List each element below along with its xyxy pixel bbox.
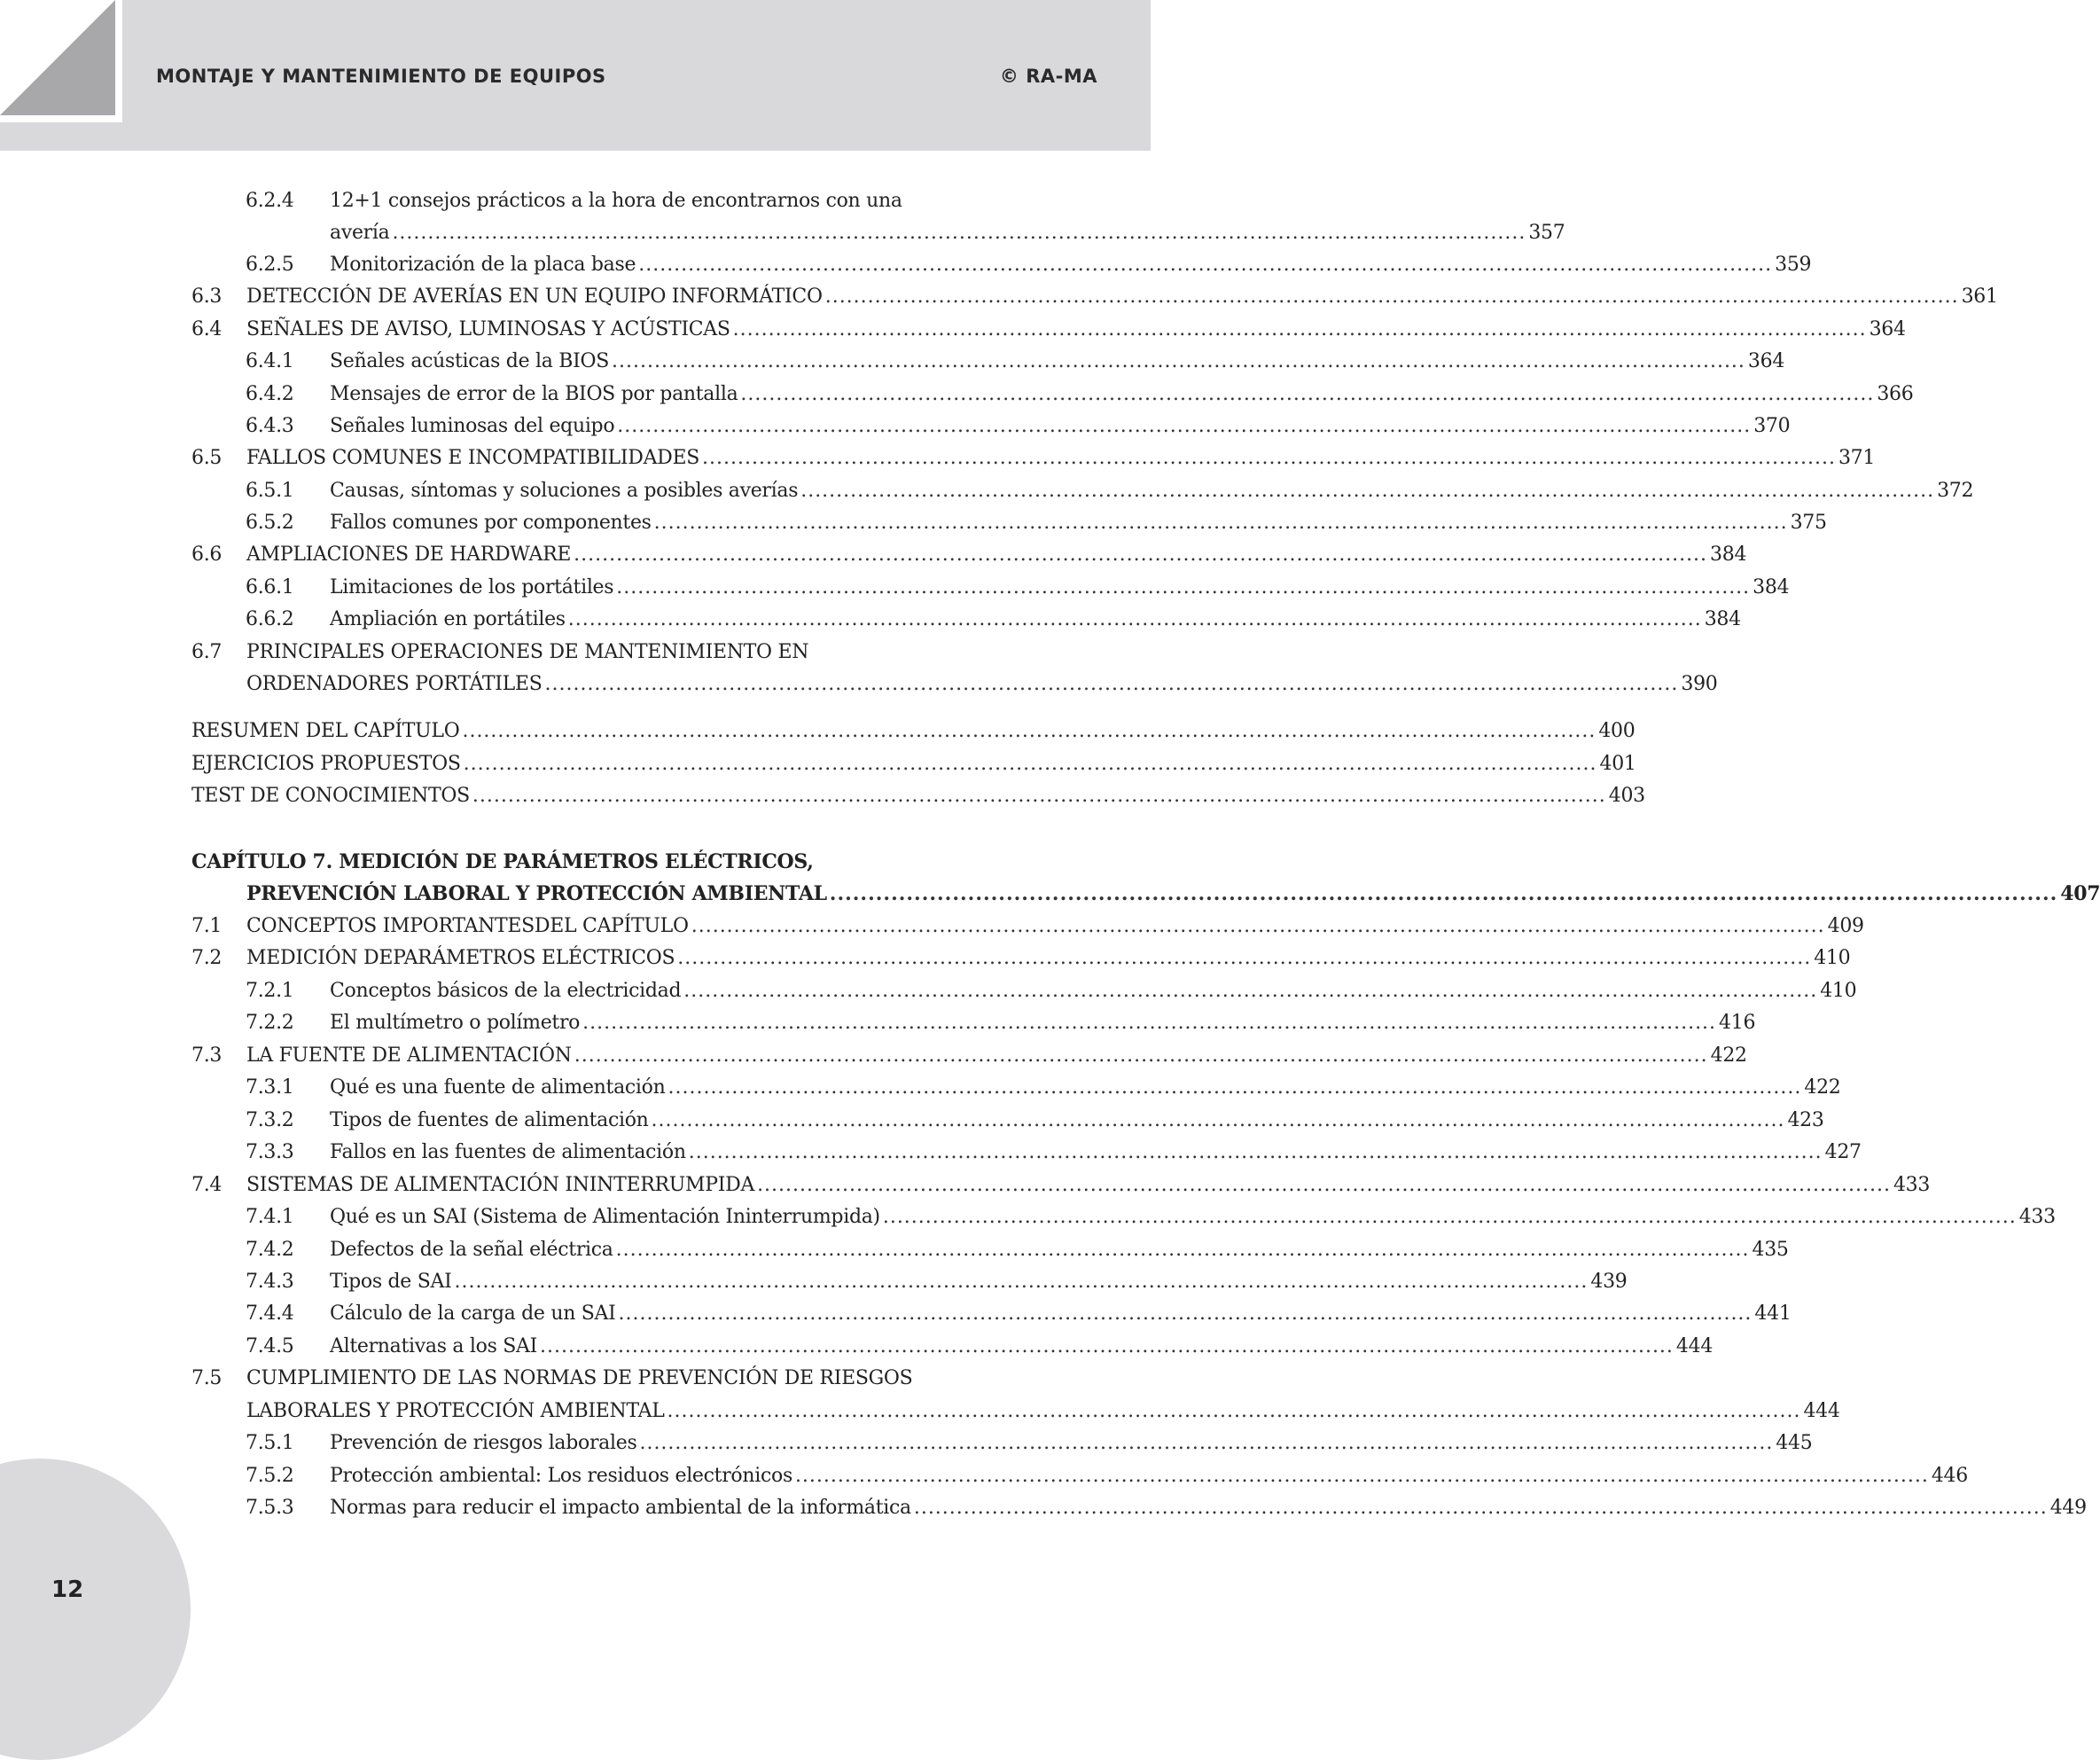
toc-entry-page: 422 xyxy=(1804,1076,1841,1099)
toc-entry xyxy=(246,605,1741,635)
toc-entry-number: 6.4.3 xyxy=(246,415,294,437)
toc-dot-leader: ................................................................................................................................................................ xyxy=(639,1432,1774,1454)
toc-entry xyxy=(191,943,1851,974)
toc-entry-page: 403 xyxy=(1608,785,1645,807)
toc-entry-page: 449 xyxy=(2049,1497,2087,1519)
toc-dot-leader: ................................................................................................................................................................ xyxy=(638,254,1773,276)
toc-entry-page: 370 xyxy=(1753,415,1791,437)
toc-entry-page: 364 xyxy=(1747,350,1785,372)
toc-entry-page: 366 xyxy=(1877,383,1914,405)
toc-entry xyxy=(246,1332,1714,1362)
toc-entry-number: 7.5.1 xyxy=(246,1432,294,1454)
toc-entry-page: 364 xyxy=(1869,318,1906,340)
toc-entry xyxy=(246,976,1857,1006)
toc-dot-leader: ................................................................................................................................................................ xyxy=(612,350,1745,372)
toc-entry xyxy=(191,847,1028,877)
toc-dot-leader: ................................................................................................................................................................ xyxy=(540,1335,1674,1357)
toc-entry xyxy=(191,749,1636,779)
toc-dot-leader: ................................................................................................................................................................ xyxy=(800,480,1935,502)
toc-entry-page: 390 xyxy=(1681,673,1718,695)
toc-entry-page: 384 xyxy=(1710,544,1747,566)
toc-entry-title: CAPÍTULO 7. MEDICIÓN DE PARÁMETROS ELÉCTRICOS, xyxy=(191,850,814,873)
toc-dot-leader: ................................................................................................................................................................ xyxy=(913,1497,2048,1519)
toc-entry xyxy=(246,508,1827,538)
running-header-title: MONTAJE Y MANTENIMIENTO DE EQUIPOS xyxy=(156,66,606,87)
toc-entry-page: 357 xyxy=(1528,222,1565,244)
toc-dot-leader: ................................................................................................................................................................ xyxy=(667,1076,1802,1099)
toc-entry-page: 407 xyxy=(2060,882,2100,905)
toc-entry-title: CONCEPTOS IMPORTANTESDEL CAPÍTULO xyxy=(246,915,689,937)
toc-entry-title: PRINCIPALES OPERACIONES DE MANTENIMIENTO EN xyxy=(246,641,809,663)
page-number: 12 xyxy=(51,1576,84,1603)
toc-entry-title: EJERCICIOS PROPUESTOS xyxy=(191,753,461,775)
toc-entry-page: 384 xyxy=(1704,608,1741,630)
toc-entry-page: 439 xyxy=(1590,1271,1628,1293)
toc-entry-page: 441 xyxy=(1754,1302,1792,1325)
toc-entry-number: 7.2.1 xyxy=(246,980,294,1002)
toc-dot-leader: ................................................................................................................................................................ xyxy=(472,785,1606,807)
toc-dot-leader: ................................................................................................................................................................ xyxy=(392,222,1526,244)
toc-entry-number: 6.6.2 xyxy=(246,608,294,630)
toc-entry-title: DETECCIÓN DE AVERÍAS EN UN EQUIPO INFORMÁTICO xyxy=(246,286,823,308)
toc-entry-title: avería xyxy=(330,222,390,244)
toc-entry-page: 375 xyxy=(1790,512,1827,534)
toc-entry-title: Prevención de riesgos laborales xyxy=(330,1432,637,1454)
toc-entry-number: 6.4 xyxy=(191,318,222,340)
toc-entry xyxy=(191,282,1998,312)
toc-entry xyxy=(246,379,1914,410)
toc-entry xyxy=(246,1202,2056,1232)
toc-entry xyxy=(246,1073,1841,1103)
toc-entry xyxy=(191,716,1636,747)
toc-entry-title: Tipos de SAI xyxy=(330,1271,452,1293)
toc-entry-number: 7.4 xyxy=(191,1174,222,1196)
toc-entry-title: Qué es un SAI (Sistema de Alimentación Ininterrumpida) xyxy=(330,1206,880,1228)
toc-entry-title: Causas, síntomas y soluciones a posibles averías xyxy=(330,480,799,502)
toc-entry-number: 6.5.2 xyxy=(246,512,294,534)
toc-entry xyxy=(191,1364,1028,1394)
toc-entry-title: Qué es una fuente de alimentación xyxy=(330,1076,666,1099)
toc-entry-page: 416 xyxy=(1719,1012,1756,1034)
toc-entry-title: LA FUENTE DE ALIMENTACIÓN xyxy=(246,1044,572,1067)
toc-entry-page: 359 xyxy=(1775,254,1812,276)
toc-entry-number: 7.3.1 xyxy=(246,1076,294,1099)
toc-dot-leader: ................................................................................................................................................................ xyxy=(740,383,1875,405)
page-number-circle xyxy=(0,1459,191,1760)
toc-dot-leader: ................................................................................................................................................................ xyxy=(677,947,1812,969)
toc-entry xyxy=(246,218,1565,248)
toc-entry xyxy=(191,781,1645,811)
toc-entry-number: 7.3.2 xyxy=(246,1109,294,1131)
toc-entry-title: Tipos de fuentes de alimentación xyxy=(330,1109,649,1131)
toc-entry-page: 433 xyxy=(1893,1174,1931,1196)
toc-dot-leader: ................................................................................................................................................................ xyxy=(732,318,1867,340)
toc-entry-page: 401 xyxy=(1599,753,1636,775)
toc-entry-number: 7.4.4 xyxy=(246,1302,294,1325)
toc-entry-page: 446 xyxy=(1931,1465,1968,1487)
toc-dot-leader: ................................................................................................................................................................ xyxy=(582,1012,1717,1034)
toc-entry-title: MEDICIÓN DEPARÁMETROS ELÉCTRICOS xyxy=(246,947,675,969)
toc-entry-title: 12+1 consejos prácticos a la hora de encontrarnos con una xyxy=(330,190,902,212)
toc-entry xyxy=(246,573,1790,603)
toc-dot-leader: ................................................................................................................................................................ xyxy=(688,1141,1823,1163)
toc-entry-number: 7.3 xyxy=(191,1044,222,1067)
toc-entry xyxy=(191,669,1718,700)
toc-entry-title: Monitorización de la placa base xyxy=(330,254,636,276)
toc-dot-leader: ................................................................................................................................................................ xyxy=(462,720,1596,742)
toc-entry-number: 7.3.3 xyxy=(246,1141,294,1163)
toc-entry-title: AMPLIACIONES DE HARDWARE xyxy=(246,544,572,566)
toc-entry xyxy=(191,638,1028,668)
toc-entry xyxy=(191,540,1747,570)
toc-dot-leader: ................................................................................................................................................................ xyxy=(824,286,1959,308)
toc-entry xyxy=(191,911,1864,942)
toc-entry-page: 361 xyxy=(1961,286,1998,308)
toc-dot-leader: ................................................................................................................................................................ xyxy=(615,1239,1750,1261)
toc-entry-title: LABORALES Y PROTECCIÓN AMBIENTAL xyxy=(246,1400,665,1422)
toc-entry-title: Conceptos básicos de la electricidad xyxy=(330,980,682,1002)
toc-dot-leader: ................................................................................................................................................................ xyxy=(653,512,1788,534)
toc-dot-leader: ................................................................................................................................................................ xyxy=(574,1044,1708,1067)
toc-entry-number: 6.4.1 xyxy=(246,350,294,372)
toc-entry-page: 444 xyxy=(1675,1335,1714,1357)
toc-entry-title: ORDENADORES PORTÁTILES xyxy=(246,673,543,695)
toc-entry xyxy=(246,347,1785,377)
toc-entry-title: PREVENCIÓN LABORAL Y PROTECCIÓN AMBIENTAL xyxy=(246,882,827,905)
toc-entry-number: 6.5.1 xyxy=(246,480,294,502)
toc-entry-number: 7.5.2 xyxy=(246,1465,294,1487)
toc-entry xyxy=(246,1235,1789,1265)
toc-entry xyxy=(246,411,1791,442)
toc-entry-page: 409 xyxy=(1827,915,1864,937)
toc-entry-page: 423 xyxy=(1787,1109,1824,1131)
toc-entry-title: Fallos comunes por componentes xyxy=(330,512,652,534)
toc-dot-leader: ................................................................................................................................................................ xyxy=(651,1109,1785,1131)
toc-entry-number: 7.2.2 xyxy=(246,1012,294,1034)
toc-dot-leader: ................................................................................................................................................................ xyxy=(794,1465,1929,1487)
corner-decoration xyxy=(0,0,122,122)
toc-entry xyxy=(191,1396,1840,1427)
toc-entry xyxy=(246,1267,1628,1297)
toc-entry-page: 410 xyxy=(1814,947,1851,969)
toc-entry-page: 400 xyxy=(1598,720,1636,742)
toc-entry-title: FALLOS COMUNES E INCOMPATIBILIDADES xyxy=(246,447,700,469)
toc-entry-number: 6.6 xyxy=(191,544,222,566)
toc-entry-page: 372 xyxy=(1937,480,1974,502)
toc-entry-title: Normas para reducir el impacto ambiental de la informática xyxy=(330,1497,911,1519)
toc-entry xyxy=(246,1008,1756,1038)
toc-entry xyxy=(246,476,1974,506)
toc-entry-number: 6.2.5 xyxy=(246,254,294,276)
toc-entry-title: RESUMEN DEL CAPÍTULO xyxy=(191,720,460,742)
toc-entry-title: El multímetro o polímetro xyxy=(330,1012,581,1034)
toc-dot-leader: ................................................................................................................................................................ xyxy=(574,544,1708,566)
toc-entry xyxy=(191,1170,1931,1201)
toc-dot-leader: ................................................................................................................................................................ xyxy=(702,447,1836,469)
toc-entry xyxy=(191,443,1876,473)
toc-dot-leader: ................................................................................................................................................................ xyxy=(683,980,1818,1002)
toc-entry-number: 7.4.5 xyxy=(246,1335,294,1357)
toc-entry-number: 7.4.3 xyxy=(246,1271,294,1293)
toc-dot-leader: ................................................................................................................................................................ xyxy=(463,753,1597,775)
toc-entry-title: SEÑALES DE AVISO, LUMINOSAS Y ACÚSTICAS xyxy=(246,318,730,340)
toc-entry xyxy=(246,1461,1968,1491)
toc-entry-title: Protección ambiental: Los residuos electrónicos xyxy=(330,1465,792,1487)
toc-entry-page: 384 xyxy=(1753,576,1790,598)
toc-dot-leader: ................................................................................................................................................................ xyxy=(567,608,1702,630)
toc-entry-number: 7.1 xyxy=(191,915,222,937)
toc-entry-page: 433 xyxy=(2018,1206,2056,1228)
toc-entry-number: 7.5.3 xyxy=(246,1497,294,1519)
toc-entry-title: Cálculo de la carga de un SAI xyxy=(330,1302,616,1325)
toc-entry-title: Señales luminosas del equipo xyxy=(330,415,615,437)
toc-entry-title: Alternativas a los SAI xyxy=(330,1335,538,1357)
toc-entry-page: 445 xyxy=(1776,1432,1813,1454)
toc-entry xyxy=(191,315,1906,345)
toc-entry-title: Mensajes de error de la BIOS por pantalla xyxy=(330,383,738,405)
toc-entry-page: 427 xyxy=(1824,1141,1862,1163)
toc-entry-page: 371 xyxy=(1838,447,1876,469)
toc-entry xyxy=(191,1041,1747,1071)
toc-entry-page: 422 xyxy=(1710,1044,1747,1067)
toc-dot-leader: ................................................................................................................................................................ xyxy=(829,882,2058,905)
toc-entry-number: 6.7 xyxy=(191,641,222,663)
toc-entry-number: 6.4.2 xyxy=(246,383,294,405)
toc-dot-leader: ................................................................................................................................................................ xyxy=(618,1302,1753,1325)
toc-entry-page: 444 xyxy=(1803,1400,1840,1422)
toc-entry-title: Fallos en las fuentes de alimentación xyxy=(330,1141,686,1163)
toc-dot-leader: ................................................................................................................................................................ xyxy=(667,1400,1801,1422)
running-header-publisher: © RA-MA xyxy=(999,66,1097,87)
toc-entry-title: SISTEMAS DE ALIMENTACIÓN ININTERRUMPIDA xyxy=(246,1174,755,1196)
toc-entry-title: Ampliación en portátiles xyxy=(330,608,566,630)
corner-triangle xyxy=(0,0,115,115)
toc-dot-leader: ................................................................................................................................................................ xyxy=(617,415,1752,437)
toc-entry xyxy=(246,1106,1824,1136)
toc-dot-leader: ................................................................................................................................................................ xyxy=(757,1174,1891,1196)
toc-entry-number: 7.5 xyxy=(191,1367,222,1389)
toc-dot-leader: ................................................................................................................................................................ xyxy=(616,576,1751,598)
toc-entry-number: 6.6.1 xyxy=(246,576,294,598)
toc-entry-number: 7.2 xyxy=(191,947,222,969)
toc-entry-page: 410 xyxy=(1820,980,1857,1002)
toc-entry-number: 7.4.2 xyxy=(246,1239,294,1261)
toc-entry-number: 6.2.4 xyxy=(246,190,294,212)
toc-entry xyxy=(246,1138,1862,1168)
toc-entry-title: CUMPLIMIENTO DE LAS NORMAS DE PREVENCIÓN DE RIESGOS xyxy=(246,1367,913,1389)
toc-entry-title: TEST DE CONOCIMIENTOS xyxy=(191,785,470,807)
toc-dot-leader: ................................................................................................................................................................ xyxy=(882,1206,2017,1228)
toc-entry-number: 6.5 xyxy=(191,447,222,469)
toc-entry-number: 7.4.1 xyxy=(246,1206,294,1228)
toc-entry xyxy=(246,250,1812,280)
toc-entry xyxy=(246,1428,1813,1459)
toc-entry xyxy=(246,1493,2087,1523)
toc-dot-leader: ................................................................................................................................................................ xyxy=(691,915,1825,937)
toc-entry-title: Limitaciones de los portátiles xyxy=(330,576,614,598)
toc-entry-title: Defectos de la señal eléctrica xyxy=(330,1239,613,1261)
toc-entry xyxy=(191,879,2100,909)
toc-entry-page: 435 xyxy=(1752,1239,1789,1261)
toc-dot-leader: ................................................................................................................................................................ xyxy=(454,1271,1589,1293)
toc-entry-title: Señales acústicas de la BIOS xyxy=(330,350,610,372)
toc-entry xyxy=(246,1299,1792,1329)
toc-entry-number: 6.3 xyxy=(191,286,222,308)
toc-dot-leader: ................................................................................................................................................................ xyxy=(544,673,1679,695)
toc-entry xyxy=(246,186,1028,216)
